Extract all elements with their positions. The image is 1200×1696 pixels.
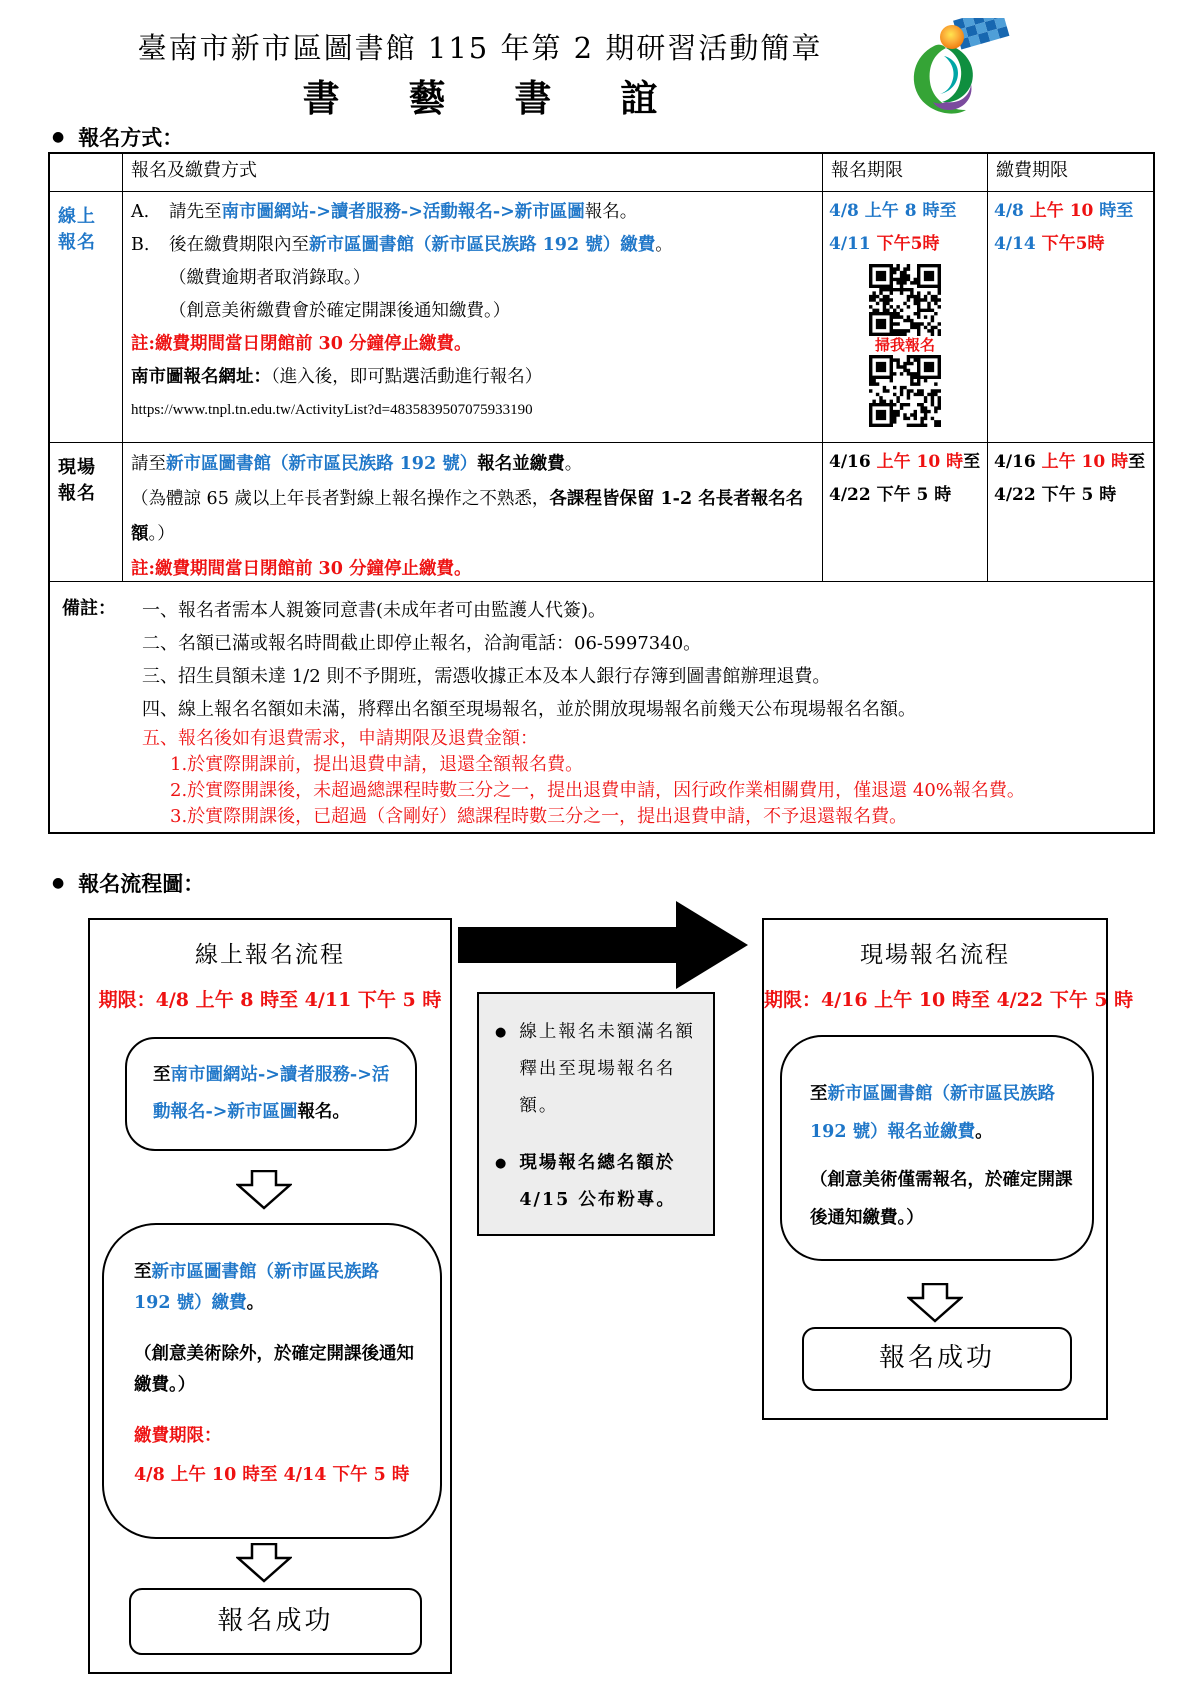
onsite-pay-deadline-cell (987, 443, 1153, 581)
onsite-signup-deadline-cell (822, 443, 987, 581)
qr-label: 掃我報名 (874, 336, 935, 354)
remark-item: 三、招生員額未達 1/2 則不予開班，需憑收據正本及本人銀行存簿到圖書館辦理退費。 (142, 666, 831, 687)
onsite-elder-note: （為體諒 65 歲以上年長者對線上報名操作之不熟悉，各課程皆保留 1-2 名長者報名名額。） (131, 489, 804, 544)
online-flow-step2 (102, 1223, 442, 1539)
flow-section-heading (52, 868, 204, 898)
onsite-flow-panel (762, 918, 1134, 1420)
refund-rule: 2.於實際開課後，未超過總課程時數三分之一，提出退費申請，因行政作業相關費用，僅退還 40%報名費。 (170, 780, 1025, 801)
step-text: 至新市區圖書館（新市區民族路 192 號）繳費。 (134, 1262, 379, 1313)
flow-arrow-icon (458, 901, 748, 989)
pay-deadline-column-header: 繳費期限 (987, 154, 1153, 191)
online-note-art: （創意美術繳費會於確定開課後通知繳費。） (169, 301, 511, 321)
online-pay-deadline-cell (987, 192, 1153, 442)
online-signup-row (50, 192, 1153, 443)
bullet-icon: ● (52, 875, 65, 891)
online-flow-deadline: 期限：4/8 上午 8 時至 4/11 下午 5 時 (98, 989, 442, 1011)
remarks-row (50, 582, 1153, 832)
online-signup-label: 線上報名 (58, 206, 96, 253)
bullet-icon: ● (495, 1025, 507, 1040)
onsite-flow-deadline: 期限：4/16 上午 10 時至 4/22 下午 5 時 (764, 989, 1134, 1011)
onsite-flow-success-box: 報名成功 (802, 1327, 1072, 1391)
onsite-step: 請至新市區圖書館（新市區民族路 192 號）報名並繳費。 (131, 454, 583, 474)
remarks-list (142, 594, 1025, 828)
down-arrow-icon (236, 1543, 292, 1583)
deadline-line: 4/22 下午 5 時 (994, 485, 1117, 505)
online-method-cell (122, 192, 822, 442)
onsite-flow-title: 現場報名流程 (860, 942, 1010, 968)
onsite-warning: 註:繳費期間當日閉館前 30 分鐘停止繳費。 (131, 559, 472, 579)
remark-item: 四、線上報名名額如未滿，將釋出名額至現場報名，並於開放現場報名前幾天公布現場報名名額。 (142, 699, 916, 720)
flow-note-box (477, 992, 715, 1236)
deadline-line: 4/22 下午 5 時 (829, 485, 952, 505)
pay-deadline-value: 4/8 上午 10 時至 4/14 下午 5 時 (134, 1465, 410, 1485)
online-flow-step1: 至南市圖網站->讀者服務->活動報名->新市區圖報名。 (125, 1037, 417, 1151)
remarks-label: 備註： (62, 598, 116, 619)
online-flow-success-box: 報名成功 (129, 1588, 422, 1655)
onsite-signup-label: 現場報名 (58, 457, 96, 504)
pay-deadline-label: 繳費期限： (134, 1426, 222, 1446)
signup-method-heading (52, 122, 183, 152)
deadline-line: 4/11 下午5時 (829, 234, 940, 254)
online-flow-title: 線上報名流程 (195, 942, 345, 968)
online-signup-deadline-cell (822, 192, 987, 442)
document-title: 臺南市新市區圖書館 115 年第 2 期研習活動簡章 (137, 31, 823, 65)
qr-code (869, 355, 941, 427)
empty-header-cell (50, 154, 122, 191)
onsite-signup-row (50, 443, 1153, 582)
step-note: （創意美術僅需報名，於確定開課後通知繳費。） (810, 1170, 1073, 1228)
remark-item-refund: 五、報名後如有退費需求，申請期限及退費金額： (142, 728, 538, 749)
bullet-icon: ● (495, 1156, 507, 1171)
online-step-b: B. 後在繳費期限內至新市區圖書館（新市區民族路 192 號）繳費。 (131, 235, 673, 255)
deadline-line: 4/16 上午 10 時至 (829, 452, 981, 472)
down-arrow-icon (236, 1170, 292, 1210)
library-logo-icon (900, 18, 1015, 118)
online-site-line: 南市圖報名網址：（進入後，即可點選活動進行報名） (131, 367, 543, 387)
qr-code (869, 264, 941, 336)
signup-deadline-column-header: 報名期限 (822, 154, 987, 191)
refund-rule: 3.於實際開課後，已超過（含剛好）總課程時數三分之一，提出退費申請，不予退還報名費。 (170, 806, 908, 827)
onsite-flow-step1 (780, 1035, 1094, 1261)
signup-method-heading-label: 報名方式： (78, 125, 184, 150)
deadline-line: 4/14 下午5時 (994, 234, 1105, 254)
onsite-method-cell (122, 443, 822, 581)
down-arrow-icon (907, 1283, 963, 1323)
signup-url: https://www.tnpl.tn.edu.tw/ActivityList?d=4835839507075933190 (131, 402, 533, 418)
signup-table (48, 152, 1155, 834)
document-subtitle: 書 藝 書 誼 (302, 76, 686, 120)
online-note-overdue: （繳費逾期者取消錄取。） (169, 268, 371, 288)
step-note: （創意美術除外，於確定開課後通知繳費。） (134, 1344, 414, 1395)
remark-item: 二、名額已滿或報名時間截止即停止報名，洽詢電話：06-5997340。 (142, 633, 702, 654)
flow-note-item: ● 線上報名未額滿名額釋出至現場報名名額。 (495, 1014, 705, 1125)
table-header-row (50, 154, 1153, 192)
flow-note-item: ● 現場報名總名額於 4/15 公布粉專。 (495, 1145, 705, 1219)
step-text: 至新市區圖書館（新市區民族路 192 號）報名並繳費。 (810, 1084, 1055, 1142)
online-flow-panel (88, 918, 452, 1674)
remark-item: 一、報名者需本人親簽同意書(未成年者可由監護人代簽)。 (142, 600, 607, 621)
flow-section-heading-label: 報名流程圖： (78, 871, 205, 896)
online-warning: 註:繳費期間當日閉館前 30 分鐘停止繳費。 (131, 334, 472, 354)
qr-block (827, 264, 983, 427)
bullet-icon: ● (52, 129, 65, 145)
deadline-line: 4/8 上午 8 時至 (829, 201, 957, 221)
deadline-line: 4/8 上午 10 時至 (994, 201, 1134, 221)
refund-rule: 1.於實際開課前，提出退費申請，退還全額報名費。 (170, 754, 584, 775)
method-column-header: 報名及繳費方式 (122, 154, 822, 191)
deadline-line: 4/16 上午 10 時至 (994, 452, 1146, 472)
online-step-a: A. 請先至南市圖網站->讀者服務->活動報名->新市區圖報名。 (131, 202, 638, 222)
